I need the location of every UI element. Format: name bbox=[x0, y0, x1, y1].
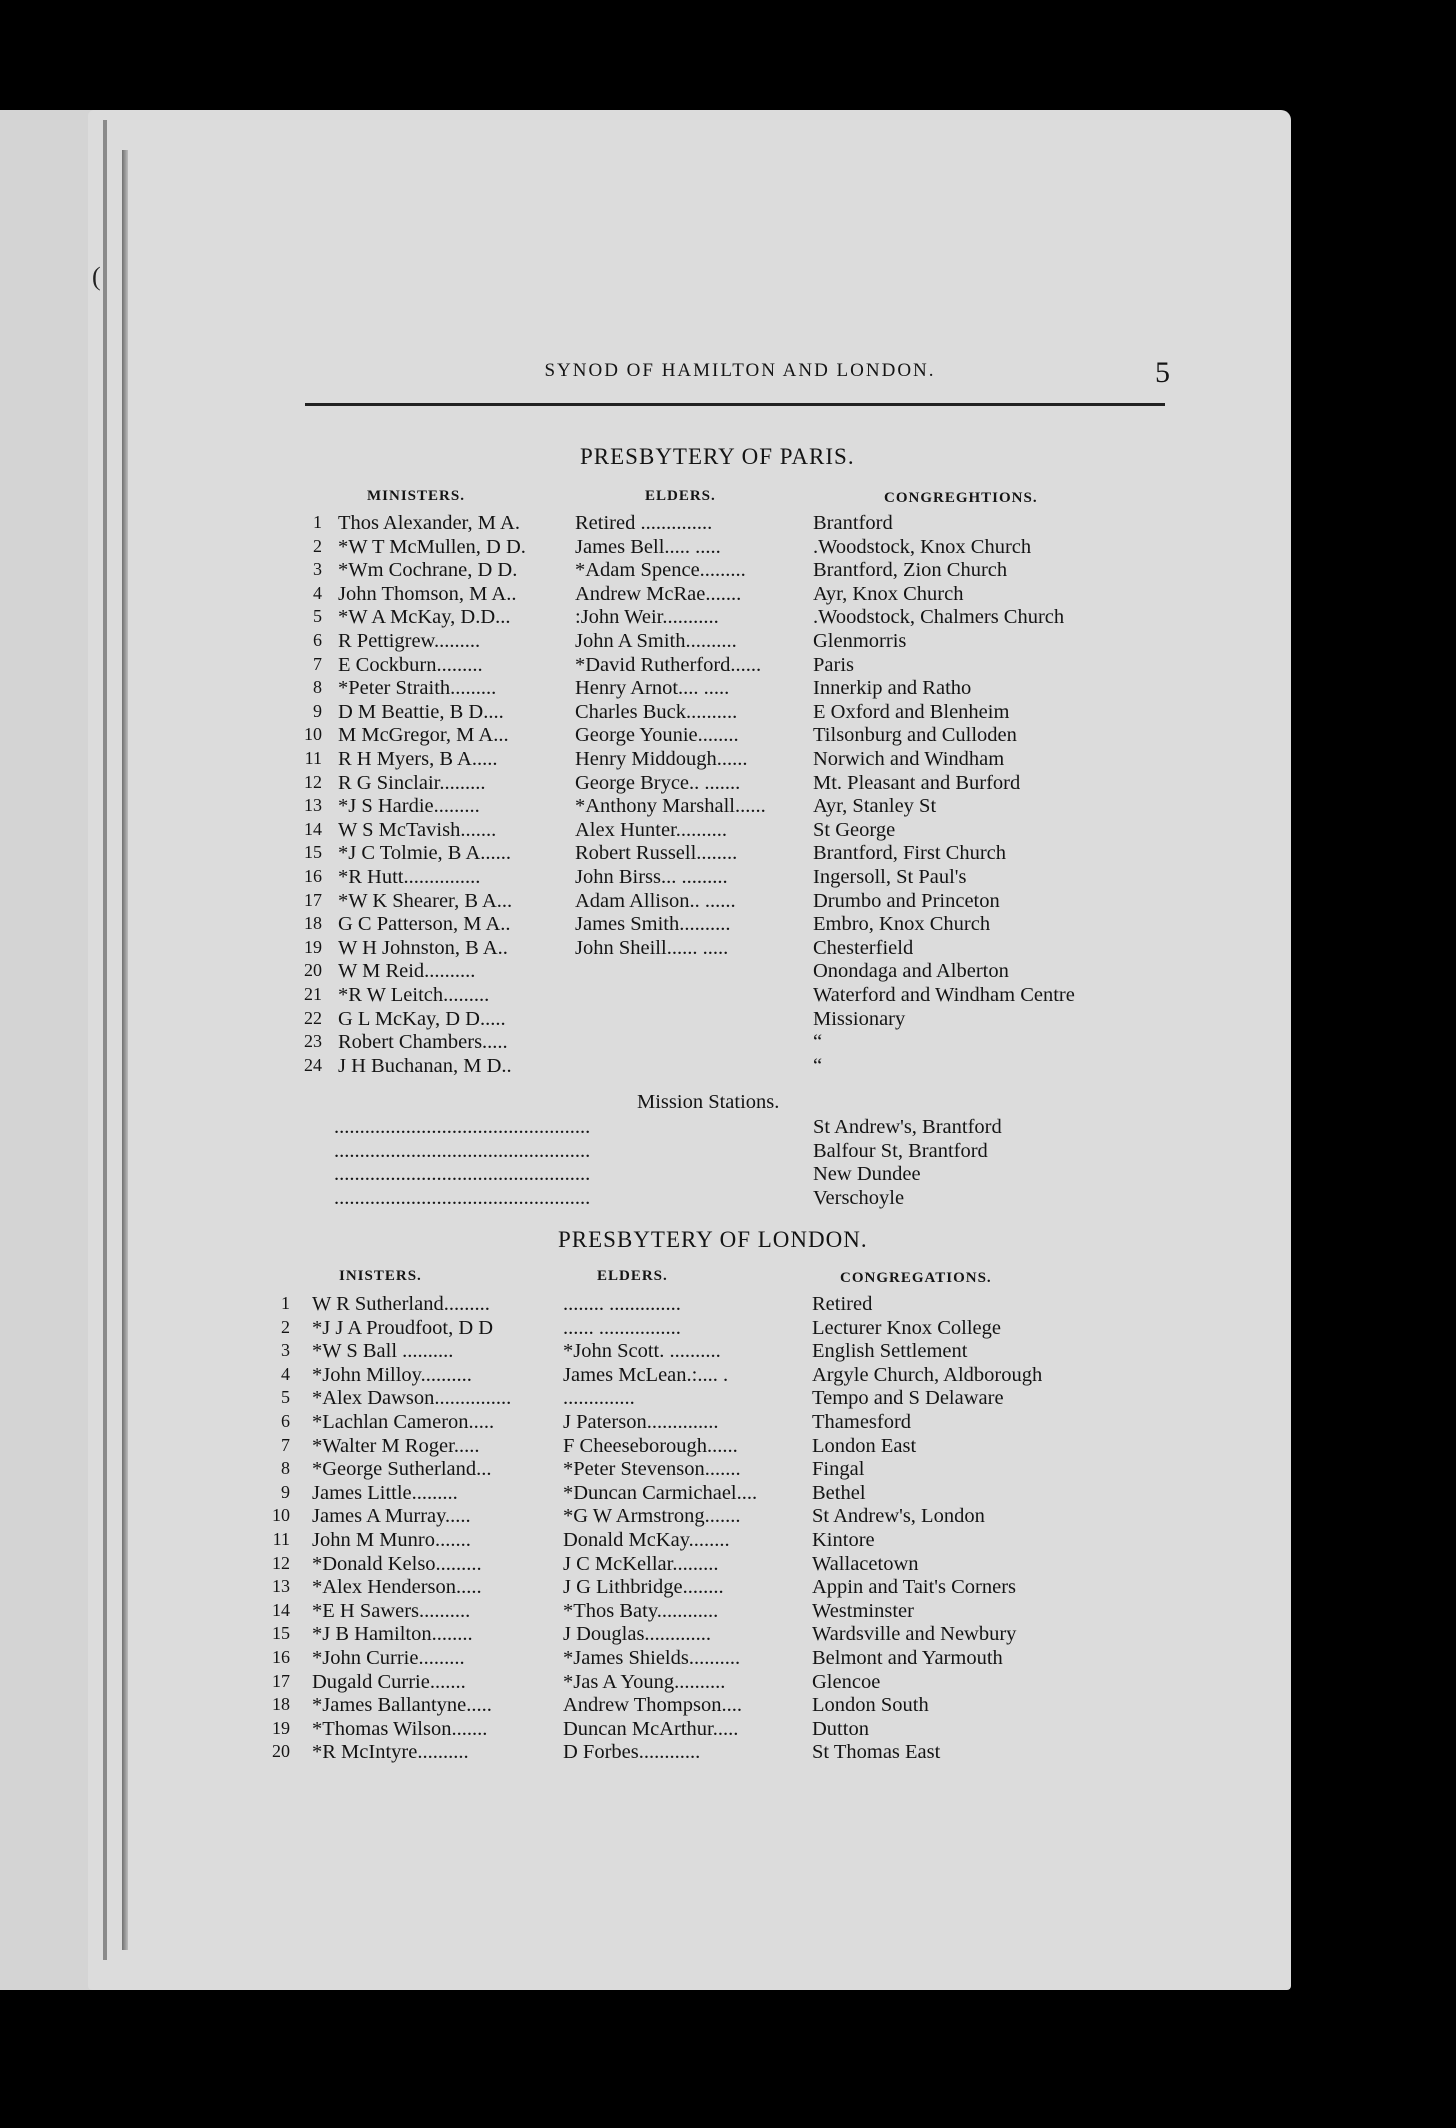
elder-name: George Bryce.. ....... bbox=[575, 771, 741, 794]
congregation-name: Argyle Church, Aldborough bbox=[812, 1363, 1043, 1386]
row-number: 14 bbox=[304, 818, 322, 839]
congregation-name: .Woodstock, Chalmers Church bbox=[813, 606, 1065, 629]
row-number: 3 bbox=[313, 559, 322, 580]
minister-name: W H Johnston, B A.. bbox=[338, 936, 508, 959]
minister-name: *J S Hardie......... bbox=[338, 795, 480, 818]
minister-name: *E H Sawers.......... bbox=[312, 1599, 471, 1622]
elder-name: *Peter Stevenson....... bbox=[563, 1458, 741, 1481]
minister-name: *W S Ball .......... bbox=[312, 1340, 454, 1363]
congregation-name: .Woodstock, Knox Church bbox=[813, 535, 1032, 558]
congregation-name: Glenmorris bbox=[813, 630, 907, 652]
row-number: 7 bbox=[313, 653, 322, 674]
row-number: 9 bbox=[313, 700, 322, 721]
row-number: 17 bbox=[304, 889, 322, 910]
row-number: 1 bbox=[281, 1293, 290, 1313]
congregation-name: Embro, Knox Church bbox=[813, 913, 991, 936]
congregation-name: “ bbox=[813, 1031, 823, 1054]
elder-name: John A Smith.......... bbox=[575, 630, 737, 652]
header-rule bbox=[305, 403, 1165, 406]
congregation-name: Glencoe bbox=[812, 1670, 881, 1693]
row-number: 20 bbox=[272, 1741, 290, 1762]
minister-name: M McGregor, M A... bbox=[338, 724, 509, 747]
congregation-name: Tilsonburg and Culloden bbox=[813, 724, 1017, 747]
mission-station-name: St Andrew's, Brantford bbox=[813, 1116, 1002, 1138]
row-number: 24 bbox=[304, 1054, 322, 1075]
congregation-name: Tempo and S Delaware bbox=[812, 1387, 1004, 1410]
row-number: 5 bbox=[281, 1387, 290, 1408]
row-number: 19 bbox=[272, 1717, 290, 1738]
row-number: 15 bbox=[304, 842, 322, 863]
congregation-name: Dutton bbox=[812, 1717, 869, 1740]
paris-congregations-header: CONGREGHTIONS. bbox=[884, 490, 1038, 506]
minister-name: James Little......... bbox=[312, 1481, 458, 1504]
row-number: 17 bbox=[272, 1670, 290, 1691]
congregation-name: Ayr, Knox Church bbox=[813, 582, 964, 605]
minister-name: G C Patterson, M A.. bbox=[338, 913, 511, 936]
row-number: 21 bbox=[304, 984, 322, 1004]
minister-name: *John Currie......... bbox=[312, 1647, 465, 1669]
minister-name: *Donald Kelso......... bbox=[312, 1552, 482, 1575]
london-elders-header: ELDERS. bbox=[597, 1268, 668, 1284]
elder-name: *Adam Spence......... bbox=[575, 559, 746, 582]
minister-name: E Cockburn......... bbox=[338, 653, 483, 676]
minister-name: Thos Alexander, M A. bbox=[338, 512, 520, 534]
elder-name: :John Weir........... bbox=[575, 606, 719, 629]
congregation-name: Belmont and Yarmouth bbox=[812, 1647, 1003, 1669]
congregation-name: London South bbox=[812, 1694, 929, 1717]
page-number: 5 bbox=[1155, 356, 1170, 389]
row-number: 9 bbox=[281, 1481, 290, 1502]
elder-name: Duncan McArthur..... bbox=[563, 1717, 739, 1740]
row-number: 15 bbox=[272, 1623, 290, 1644]
elder-name: Henry Arnot.... ..... bbox=[575, 677, 730, 700]
running-head: SYNOD OF HAMILTON AND LONDON. bbox=[544, 360, 936, 381]
row-number: 2 bbox=[313, 535, 322, 556]
elder-name: ........ .............. bbox=[563, 1293, 681, 1315]
minister-name: *J J A Proudfoot, D D bbox=[312, 1316, 494, 1339]
minister-name: *W K Shearer, B A... bbox=[338, 889, 513, 912]
row-number: 8 bbox=[313, 677, 322, 698]
minister-name: *R Hutt............... bbox=[338, 866, 481, 888]
minister-name: Dugald Currie....... bbox=[312, 1670, 466, 1693]
congregation-name: Brantford, Zion Church bbox=[813, 559, 1008, 582]
row-number: 7 bbox=[281, 1434, 290, 1455]
congregation-name: Appin and Tait's Corners bbox=[812, 1576, 1017, 1599]
minister-name: W M Reid.......... bbox=[338, 960, 476, 983]
elder-name: George Younie........ bbox=[575, 724, 739, 747]
minister-name: D M Beattie, B D.... bbox=[338, 700, 504, 723]
row-number: 14 bbox=[272, 1599, 290, 1620]
elder-name: John Birss... ......... bbox=[575, 866, 728, 888]
mission-station-name: Verschoyle bbox=[813, 1186, 905, 1209]
congregation-name: Paris bbox=[813, 653, 854, 676]
row-number: 4 bbox=[281, 1363, 290, 1384]
mission-station-name: New Dundee bbox=[813, 1163, 921, 1186]
minister-name: *Thomas Wilson....... bbox=[312, 1717, 488, 1740]
congregation-name: Westminster bbox=[812, 1599, 914, 1622]
elder-name: Alex Hunter.......... bbox=[575, 818, 728, 841]
row-number: 6 bbox=[313, 630, 322, 650]
congregation-name: Waterford and Windham Centre bbox=[813, 984, 1075, 1006]
congregation-name: Bethel bbox=[812, 1481, 866, 1504]
minister-name: *R W Leitch......... bbox=[338, 984, 490, 1006]
elder-name: Donald McKay........ bbox=[563, 1529, 730, 1551]
minister-name: *Lachlan Cameron..... bbox=[312, 1411, 495, 1433]
elder-name: James Smith.......... bbox=[575, 913, 731, 936]
row-number: 22 bbox=[304, 1007, 322, 1028]
elder-name: *John Scott. .......... bbox=[563, 1340, 721, 1363]
congregation-name: Retired bbox=[812, 1293, 873, 1315]
row-number: 20 bbox=[304, 960, 322, 981]
paris-elders-header: ELDERS. bbox=[645, 488, 716, 504]
minister-name: James A Murray..... bbox=[312, 1505, 471, 1528]
congregation-name: Wardsville and Newbury bbox=[812, 1623, 1017, 1646]
minister-name: *Alex Henderson..... bbox=[312, 1576, 482, 1599]
row-number: 18 bbox=[272, 1694, 290, 1715]
row-number: 18 bbox=[304, 913, 322, 934]
row-number: 12 bbox=[272, 1552, 290, 1573]
london-congregations-header: CONGREGATIONS. bbox=[840, 1270, 992, 1286]
congregation-name: Ingersoll, St Paul's bbox=[813, 866, 967, 888]
row-number: 23 bbox=[304, 1031, 322, 1052]
row-number: 10 bbox=[272, 1505, 290, 1526]
page-gutter bbox=[103, 120, 107, 1960]
elder-name: J Douglas............. bbox=[563, 1623, 712, 1646]
row-number: 1 bbox=[313, 512, 322, 532]
congregation-name: Brantford bbox=[813, 512, 893, 534]
row-number: 11 bbox=[304, 748, 322, 768]
congregation-name: Fingal bbox=[812, 1458, 865, 1481]
elder-name: ...... ................ bbox=[563, 1316, 681, 1339]
minister-name: *James Ballantyne..... bbox=[312, 1694, 492, 1717]
minister-name: John M Munro....... bbox=[312, 1529, 471, 1551]
minister-name: *Peter Straith......... bbox=[338, 677, 497, 700]
elder-name: J Paterson.............. bbox=[563, 1411, 719, 1433]
row-number: 16 bbox=[272, 1647, 290, 1667]
mission-leader: .................................................. bbox=[334, 1116, 591, 1138]
minister-name: J H Buchanan, M D.. bbox=[338, 1054, 512, 1077]
elder-name: *Anthony Marshall...... bbox=[575, 795, 766, 818]
row-number: 19 bbox=[304, 936, 322, 957]
minister-name: *R McIntyre.......... bbox=[312, 1741, 469, 1764]
row-number: 5 bbox=[313, 606, 322, 627]
congregation-name: Chesterfield bbox=[813, 936, 914, 959]
minister-name: R Pettigrew......... bbox=[338, 630, 481, 652]
congregation-name: Brantford, First Church bbox=[813, 842, 1007, 865]
row-number: 4 bbox=[313, 582, 322, 603]
congregation-name: Thamesford bbox=[812, 1411, 912, 1433]
row-number: 8 bbox=[281, 1458, 290, 1479]
elder-name: *G W Armstrong....... bbox=[563, 1505, 741, 1528]
minister-name: John Thomson, M A.. bbox=[338, 582, 517, 605]
mission-leader: .................................................. bbox=[334, 1186, 591, 1209]
congregation-name: Ayr, Stanley St bbox=[813, 795, 937, 818]
congregation-name: E Oxford and Blenheim bbox=[813, 700, 1010, 723]
elder-name: Andrew Thompson.... bbox=[563, 1694, 742, 1717]
congregation-name: English Settlement bbox=[812, 1340, 968, 1363]
elder-name: Robert Russell........ bbox=[575, 842, 738, 865]
minister-name: G L McKay, D D..... bbox=[338, 1007, 506, 1030]
elder-name: *David Rutherford...... bbox=[575, 653, 762, 676]
minister-name: Robert Chambers..... bbox=[338, 1031, 508, 1054]
congregation-name: London East bbox=[812, 1434, 917, 1457]
elder-name: James McLean.:.... . bbox=[563, 1363, 729, 1386]
congregation-name: Mt. Pleasant and Burford bbox=[813, 771, 1021, 794]
congregation-name: Missionary bbox=[813, 1007, 906, 1030]
minister-name: *Walter M Roger..... bbox=[312, 1434, 480, 1457]
elder-name: *Thos Baty............ bbox=[563, 1599, 719, 1622]
minister-name: *W A McKay, D.D... bbox=[338, 606, 511, 629]
elder-name: F Cheeseborough...... bbox=[563, 1434, 738, 1457]
row-number: 12 bbox=[304, 771, 322, 792]
row-number: 3 bbox=[281, 1340, 290, 1361]
minister-name: *W T McMullen, D D. bbox=[338, 535, 526, 558]
minister-name: *John Milloy.......... bbox=[312, 1363, 472, 1386]
paris-title: PRESBYTERY OF PARIS. bbox=[580, 444, 855, 469]
row-number: 10 bbox=[304, 724, 322, 745]
row-number: 13 bbox=[304, 795, 322, 816]
elder-name: John Sheill...... ..... bbox=[575, 936, 729, 959]
row-number: 6 bbox=[281, 1411, 290, 1431]
congregation-name: St George bbox=[813, 818, 896, 841]
binding-shadow bbox=[122, 150, 128, 1950]
mission-station-name: Balfour St, Brantford bbox=[813, 1139, 988, 1162]
congregation-name: St Andrew's, London bbox=[812, 1505, 985, 1528]
row-number: 13 bbox=[272, 1576, 290, 1597]
elder-name: J G Lithbridge........ bbox=[563, 1576, 724, 1599]
minister-name: R G Sinclair......... bbox=[338, 771, 486, 794]
elder-name: Henry Middough...... bbox=[575, 748, 748, 770]
elder-name: J C McKellar......... bbox=[563, 1552, 719, 1575]
minister-name: W R Sutherland......... bbox=[312, 1293, 490, 1315]
minister-name: *J C Tolmie, B A...... bbox=[338, 842, 512, 865]
mission-leader: .................................................. bbox=[334, 1139, 591, 1162]
minister-name: R H Myers, B A..... bbox=[338, 748, 498, 770]
elder-name: *Duncan Carmichael.... bbox=[563, 1481, 758, 1504]
london-title: PRESBYTERY OF LONDON. bbox=[558, 1227, 868, 1252]
elder-name: Retired .............. bbox=[575, 512, 713, 534]
congregation-name: St Thomas East bbox=[812, 1741, 941, 1764]
congregation-name: Lecturer Knox College bbox=[812, 1316, 1001, 1339]
elder-name: Adam Allison.. ...... bbox=[575, 889, 736, 912]
minister-name: *George Sutherland... bbox=[312, 1458, 492, 1481]
row-number: 2 bbox=[281, 1316, 290, 1337]
paris-ministers-header: MINISTERS. bbox=[367, 488, 465, 504]
minister-name: *Alex Dawson............... bbox=[312, 1387, 512, 1410]
elder-name: .............. bbox=[563, 1387, 635, 1410]
congregation-name: Kintore bbox=[812, 1529, 875, 1551]
congregation-name: Norwich and Windham bbox=[813, 748, 1005, 770]
elder-name: Andrew McRae....... bbox=[575, 582, 742, 605]
congregation-name: Wallacetown bbox=[812, 1552, 919, 1575]
row-number: 16 bbox=[304, 866, 322, 886]
minister-name: *Wm Cochrane, D D. bbox=[338, 559, 518, 582]
elder-name: D Forbes............ bbox=[563, 1741, 701, 1764]
elder-name: Charles Buck.......... bbox=[575, 700, 738, 723]
margin-mark: ( bbox=[92, 262, 101, 291]
mission-stations-title: Mission Stations. bbox=[637, 1091, 780, 1113]
mission-leader: .................................................. bbox=[334, 1163, 591, 1186]
congregation-name: Drumbo and Princeton bbox=[813, 889, 1000, 912]
elder-name: James Bell..... ..... bbox=[575, 535, 721, 558]
row-number: 11 bbox=[272, 1529, 290, 1549]
congregation-name: Onondaga and Alberton bbox=[813, 960, 1009, 983]
elder-name: *James Shields.......... bbox=[563, 1647, 741, 1669]
london-ministers-header: INISTERS. bbox=[339, 1268, 422, 1284]
congregation-name: Innerkip and Ratho bbox=[813, 677, 972, 700]
elder-name: *Jas A Young.......... bbox=[563, 1670, 726, 1693]
minister-name: W S McTavish....... bbox=[338, 818, 497, 841]
congregation-name: “ bbox=[813, 1054, 823, 1077]
minister-name: *J B Hamilton........ bbox=[312, 1623, 473, 1646]
